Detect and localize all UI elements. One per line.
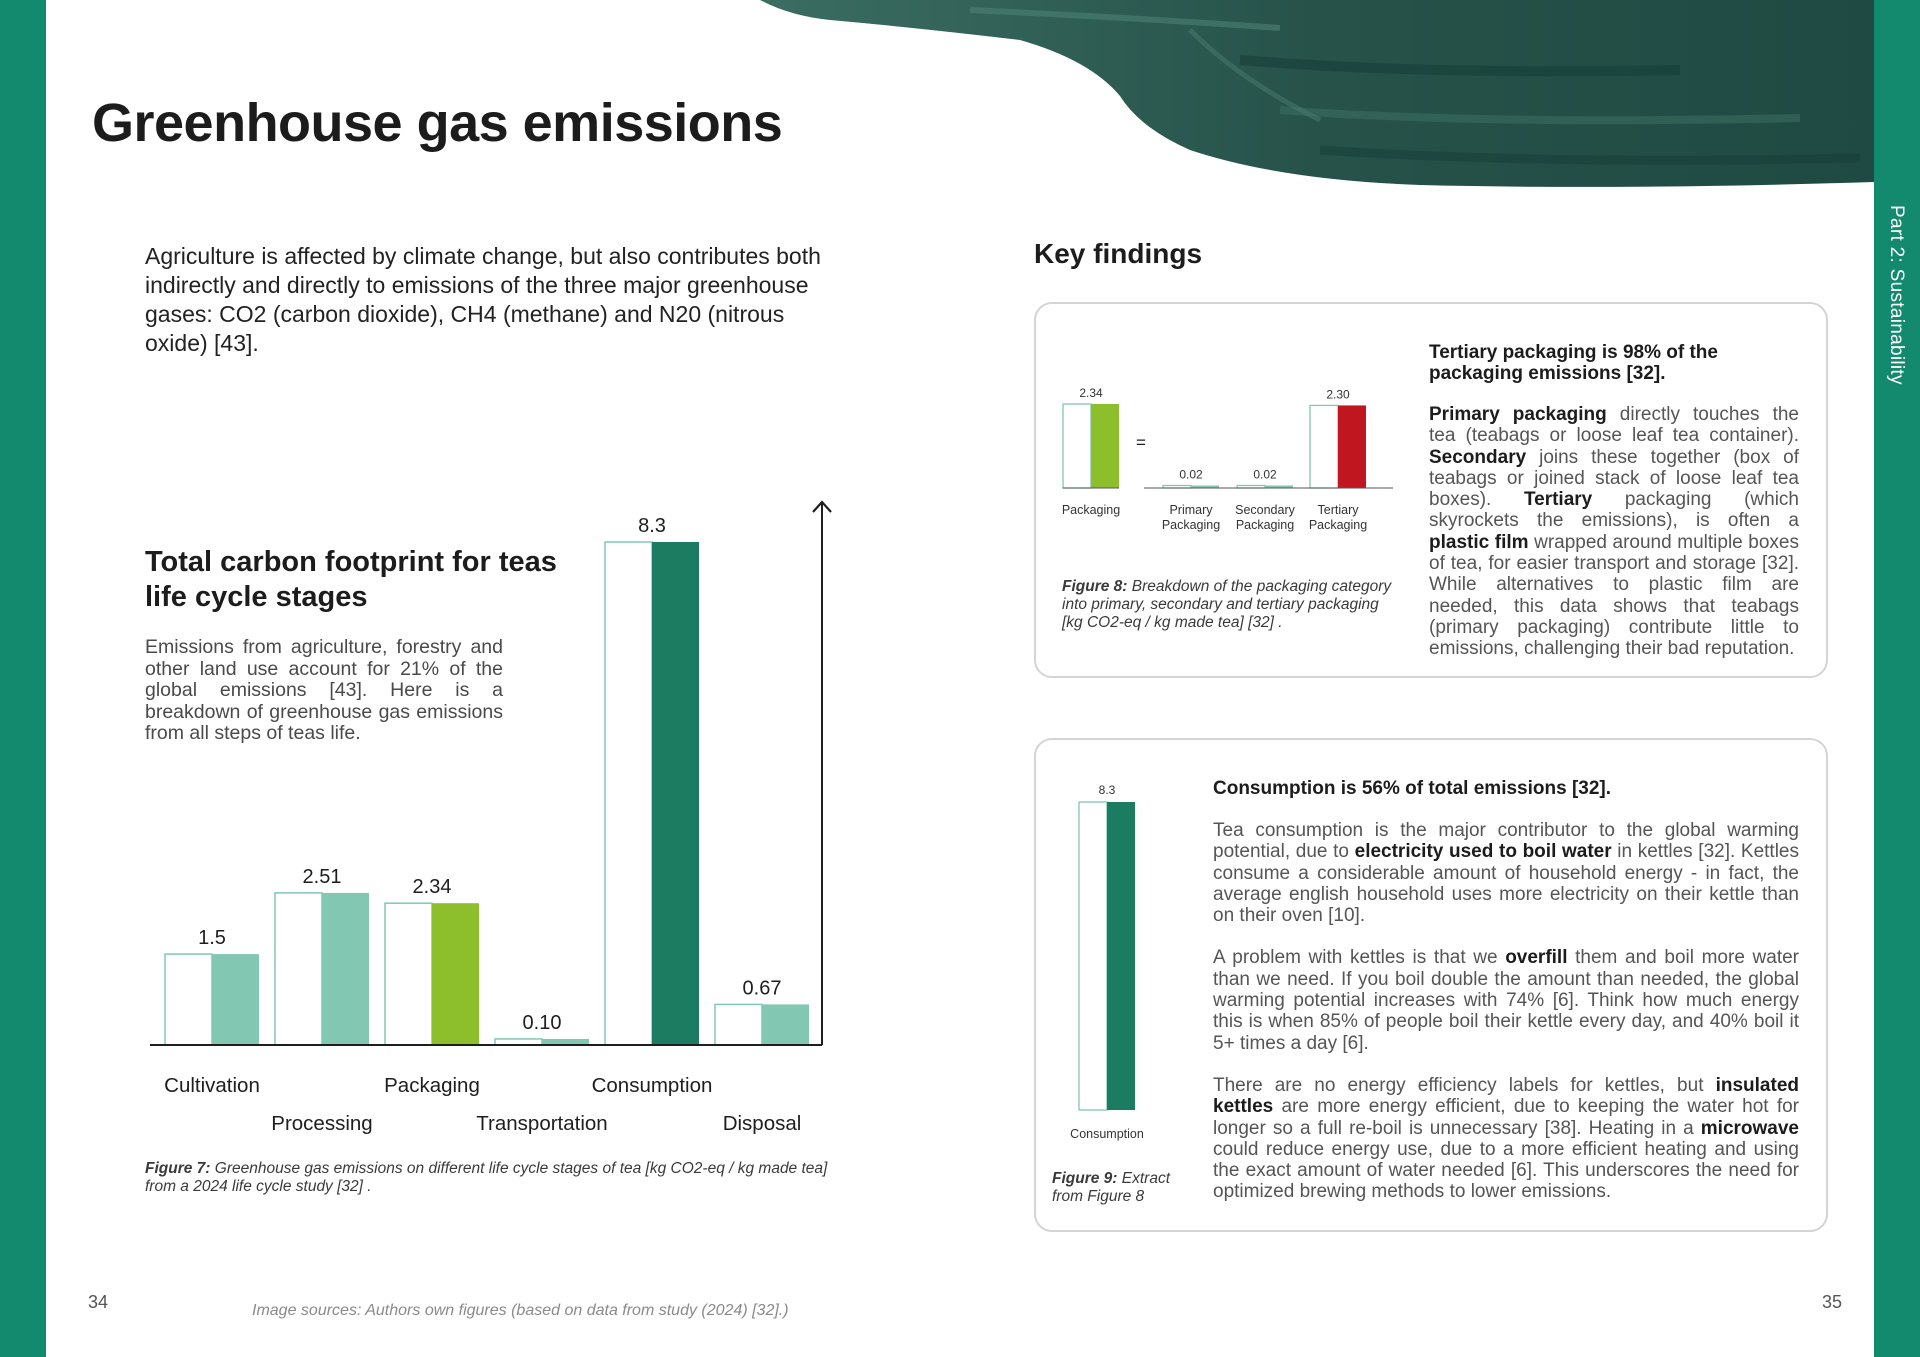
left-accent-bar	[0, 0, 46, 1357]
pack-bar-tertiary-packaging	[1338, 405, 1366, 488]
card-paragraph	[1213, 947, 1799, 1053]
data-label-packaging: 2.34	[412, 876, 452, 899]
pack-category-label-tertiary-packaging-line1: Tertiary	[1317, 503, 1359, 517]
figure-9-label: Figure 9:	[1052, 1170, 1118, 1187]
pack-data-label-secondary-packaging: 0.02	[1253, 467, 1277, 482]
card-paragraph	[1213, 820, 1799, 926]
figure-7-text: Greenhouse gas emissions on different life cycle stages of tea [kg CO2-eq / kg made tea] from a 2024 life cycle study [32] .	[145, 1160, 828, 1195]
bar-packaging-outline	[385, 903, 432, 1045]
category-label-cultivation: Cultivation	[164, 1074, 260, 1097]
figure-9-text: Extract from Figure 8	[1052, 1170, 1170, 1205]
packaging-finding-card	[1034, 302, 1828, 678]
card-paragraph	[1213, 1075, 1799, 1203]
cons-category-label: Consumption	[1070, 1127, 1144, 1141]
pack-category-label-primary-packaging-line1: Primary	[1169, 503, 1213, 517]
body-text: There are no energy efficiency labels for kettles, but	[1213, 1074, 1716, 1096]
bar-cultivation	[212, 954, 259, 1045]
consumption-finding-text	[1213, 820, 1799, 1224]
section-tab-label: Part 2: Sustainability	[1886, 205, 1907, 385]
body-text: wrapped around multiple boxes of tea, for easier transport and storage [32]. While alternatives to plastic film are needed, this data shows that teabags (primary packaging) contribute little to emissions, challenging their bad reputation.	[1429, 531, 1799, 660]
chart-description: Emissions from agriculture, forestry and other land use account for 21% of the global emissions [43]. Here is a breakdown of greenhouse gas emissions from all steps of teas life.	[145, 636, 503, 744]
body-text: packaging (which skyrockets the emissions), is often a	[1429, 489, 1799, 532]
cons-bar-consumption	[1107, 802, 1135, 1110]
bar-processing-outline	[275, 893, 322, 1045]
bar-packaging	[432, 903, 479, 1045]
bar-processing	[322, 893, 369, 1045]
packaging-finding-heading: Tertiary packaging is 98% of the packaging emissions [32].	[1429, 342, 1718, 384]
data-label-consumption: 8.3	[638, 515, 666, 537]
pack-bar-tertiary-packaging-outline	[1310, 405, 1338, 488]
pack-bar-packaging-outline	[1063, 404, 1091, 488]
data-label-disposal: 0.67	[742, 977, 782, 1000]
chart-title: Total carbon footprint for teas life cycle stages	[145, 546, 557, 613]
pack-category-label-secondary-packaging-line1: Secondary	[1235, 503, 1295, 517]
pack-data-label-tertiary-packaging: 2.30	[1326, 387, 1350, 402]
body-text: are more energy efficient, due to keeping the water hot for longer so a full re-boil is unnecessary [38]. Heating in a	[1213, 1096, 1799, 1139]
cons-bar-outline	[1079, 802, 1107, 1110]
emphasis-text: insulated kettles	[1213, 1074, 1799, 1118]
pack-category-label-packaging: Packaging	[1061, 503, 1121, 517]
brush-stroke-decoration	[720, 0, 1874, 190]
image-sources-note: Image sources: Authors own figures (based on data from study (2024) [32].)	[252, 1302, 789, 1319]
body-text: directly touches the tea (teabags or loose leaf tea container).	[1429, 404, 1799, 447]
body-text: joins these together (box of teabags or joined stack of loose leaf tea boxes).	[1429, 446, 1799, 511]
emphasis-text: Tertiary	[1523, 489, 1593, 511]
key-findings-title: Key findings	[1034, 238, 1203, 269]
page-number-left: 34	[88, 1292, 109, 1312]
category-label-processing: Processing	[271, 1112, 373, 1135]
emphasis-text: Primary packaging	[1429, 404, 1607, 425]
pack-category-label-tertiary-packaging-line2: Packaging	[1308, 518, 1368, 532]
emphasis-text: overfill	[1505, 947, 1568, 969]
emphasis-text: microwave	[1700, 1117, 1799, 1139]
pack-data-label-packaging: 2.34	[1079, 386, 1103, 400]
y-axis-arrow-icon	[813, 502, 831, 512]
body-text: A problem with kettles is that we	[1213, 947, 1506, 969]
bar-consumption-outline	[605, 542, 652, 1045]
intro-paragraph: Agriculture is affected by climate change, but also contributes both indirectly and directly to emissions of the three major greenhouse gases: CO2 (carbon dioxide), CH4 (methane) and N20 (nitrous oxide) [43].	[145, 243, 821, 356]
consumption-finding-card	[1034, 738, 1828, 1232]
pack-bar-packaging	[1091, 404, 1119, 488]
emphasis-text: Secondary	[1429, 446, 1527, 468]
figure-8-label: Figure 8:	[1062, 578, 1128, 595]
packaging-finding-text	[1429, 404, 1799, 681]
bar-cultivation-outline	[165, 954, 212, 1045]
pack-category-label-secondary-packaging-line2: Packaging	[1235, 518, 1295, 532]
bar-transportation	[542, 1039, 589, 1045]
pack-data-label-primary-packaging: 0.02	[1179, 467, 1203, 482]
data-label-processing: 2.51	[302, 865, 342, 888]
page-title: Greenhouse gas emissions	[92, 93, 783, 153]
body-text: Tea consumption is the major contributor to the global warming potential, due to	[1213, 820, 1799, 863]
category-label-packaging: Packaging	[384, 1074, 480, 1097]
category-label-transportation: Transportation	[476, 1112, 608, 1135]
data-label-cultivation: 1.5	[198, 927, 226, 950]
cons-data-label: 8.3	[1098, 783, 1116, 797]
category-label-disposal: Disposal	[722, 1112, 802, 1135]
emphasis-text: plastic film	[1429, 531, 1529, 553]
card-paragraph	[1429, 404, 1799, 660]
equals-sign: =	[1136, 433, 1146, 452]
bar-disposal-outline	[715, 1004, 762, 1045]
bar-disposal	[762, 1004, 809, 1045]
section-tab	[1875, 205, 1920, 405]
figure-7-caption	[145, 1160, 845, 1196]
emphasis-text: electricity used to boil water	[1354, 841, 1612, 863]
figure-8-text: Breakdown of the packaging category into primary, secondary and tertiary packaging [kg CO2-eq / kg made tea] [32] .	[1062, 578, 1392, 631]
bar-consumption	[652, 542, 699, 1045]
pack-category-label-primary-packaging-line2: Packaging	[1161, 518, 1221, 532]
right-accent-bar	[1874, 0, 1920, 1357]
figure-9-caption	[1052, 1170, 1182, 1206]
page-number-right: 35	[1822, 1292, 1843, 1312]
bar-transportation-outline	[495, 1039, 542, 1045]
body-text: them and boil more water than we need. If you boil double the amount than needed, the global warming potential increases with 74% [6]. Think how much energy this is when 85% of people boil their kettle every day, and 40% boil it 5+ times a day [6].	[1213, 947, 1799, 1054]
figure-7-label: Figure 7:	[145, 1160, 211, 1177]
consumption-finding-heading: Consumption is 56% of total emissions [32].	[1213, 778, 1612, 799]
figure-8-caption	[1062, 578, 1400, 632]
category-label-consumption: Consumption	[591, 1074, 713, 1097]
body-text: in kettles [32]. Kettles consume a considerable amount of household energy - in fact, the average english household uses more electricity on their kettle than on their oven [10].	[1213, 841, 1800, 927]
data-label-transportation: 0.10	[522, 1011, 562, 1034]
body-text: could reduce energy use, due to a more efficient heating and using the exact amount of water needed [6]. This underscores the need for optimized brewing methods to lower emissions.	[1213, 1138, 1799, 1203]
